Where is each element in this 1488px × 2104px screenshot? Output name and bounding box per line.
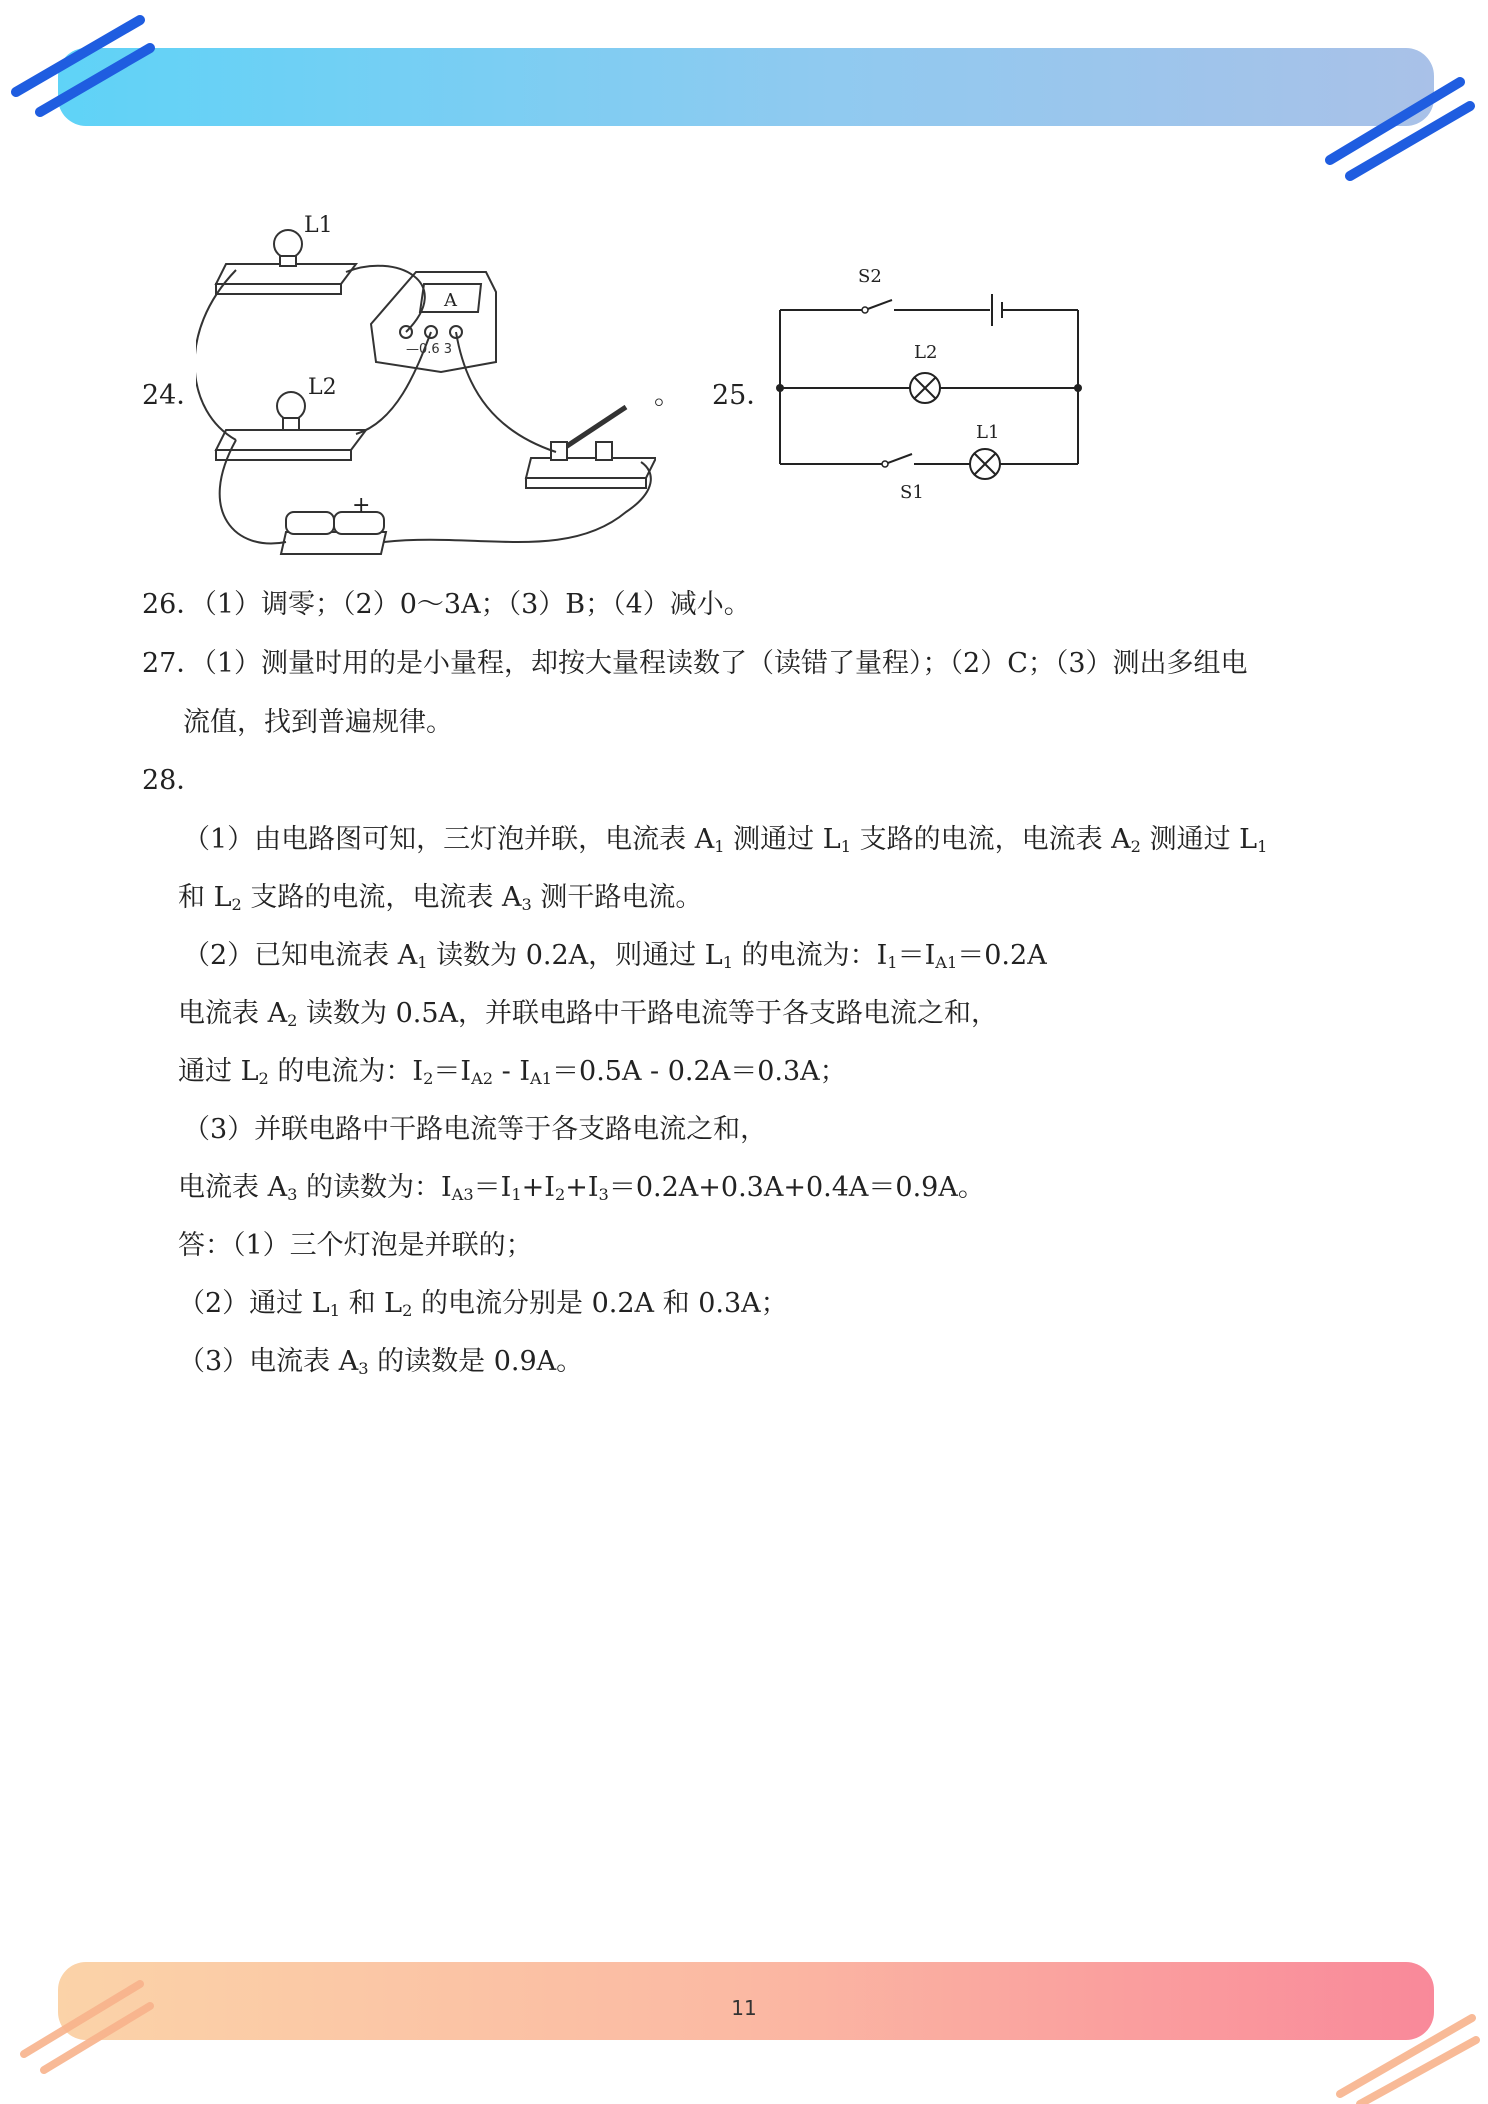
question-27-line-1: 27．（1）测量时用的是小量程，却按大量程读数了（读错了量程）；（2）C；（3）测出多组电 [142,648,1248,679]
question-24-tail: 。 [654,380,681,411]
s1-label: S1 [900,482,924,503]
l1-label: L1 [304,213,333,238]
q28-part2-line3: 通过 $L_2$ 的电流为：$I_2=I_{A2} - I_{A1}=0.5A - 0.2A=0.3A$； [178,1056,847,1089]
q28-part2-line1: （2）已知电流表 $A_1$ 读数为 0.2A，则通过 $L_1$ 的电流为：$I_1=I_{A1}=0.2A$ [183,940,1047,973]
question-28-number: 28． [142,765,204,796]
l2-label: L2 [914,342,938,363]
question-25-number: 25． [712,380,774,411]
q25-circuit-diagram [770,262,1090,512]
l2-label: L2 [308,375,337,400]
q28-part3-line1: （3）并联电路中干路电流等于各支路电流之和， [183,1114,768,1145]
q28-part1-line1: （1）由电路图可知，三灯泡并联，电流表 $A_1$ 测通过 $L_1$ 支路的电流，电流表 $A_2$ 测通过 $L_1$ [183,824,1268,857]
battery-plus-label: + [352,493,371,518]
header-banner [58,48,1434,126]
q24-circuit-figure [196,212,656,572]
q28-answer-line3: （3）电流表 $A_3$ 的读数是 0.9A。 [178,1346,584,1379]
q28-part3-line2: 电流表 $A_3$ 的读数为：$I_{A3}=I_1+I_2+I_3=0.2A+0.3A+0.4A=0.9A$。 [178,1172,985,1205]
page-number: 11 [731,1996,757,2020]
question-27-line-2: 流值，找到普遍规律。 [183,707,453,738]
q28-part2-line2: 电流表 $A_2$ 读数为 0.5A，并联电路中干路电流等于各支路电流之和， [178,998,999,1031]
meter-a-label: A [444,290,457,311]
q28-answer-line1: 答：（1）三个灯泡是并联的； [178,1230,533,1261]
meter-range-label: —0.6 3 [406,342,453,357]
q28-part1-line2: 和 $L_2$ 支路的电流，电流表 $A_3$ 测干路电流。 [178,882,703,915]
question-24-number: 24． [142,380,204,411]
question-26-answer: 26．（1）调零；（2）0～3A；（3）B；（4）减小。 [142,589,751,620]
s2-label: S2 [858,266,882,287]
l1-label: L1 [976,422,1000,443]
q28-answer-line2: （2）通过 $L_1$ 和 $L_2$ 的电流分别是 0.2A 和 0.3A； [178,1288,788,1321]
